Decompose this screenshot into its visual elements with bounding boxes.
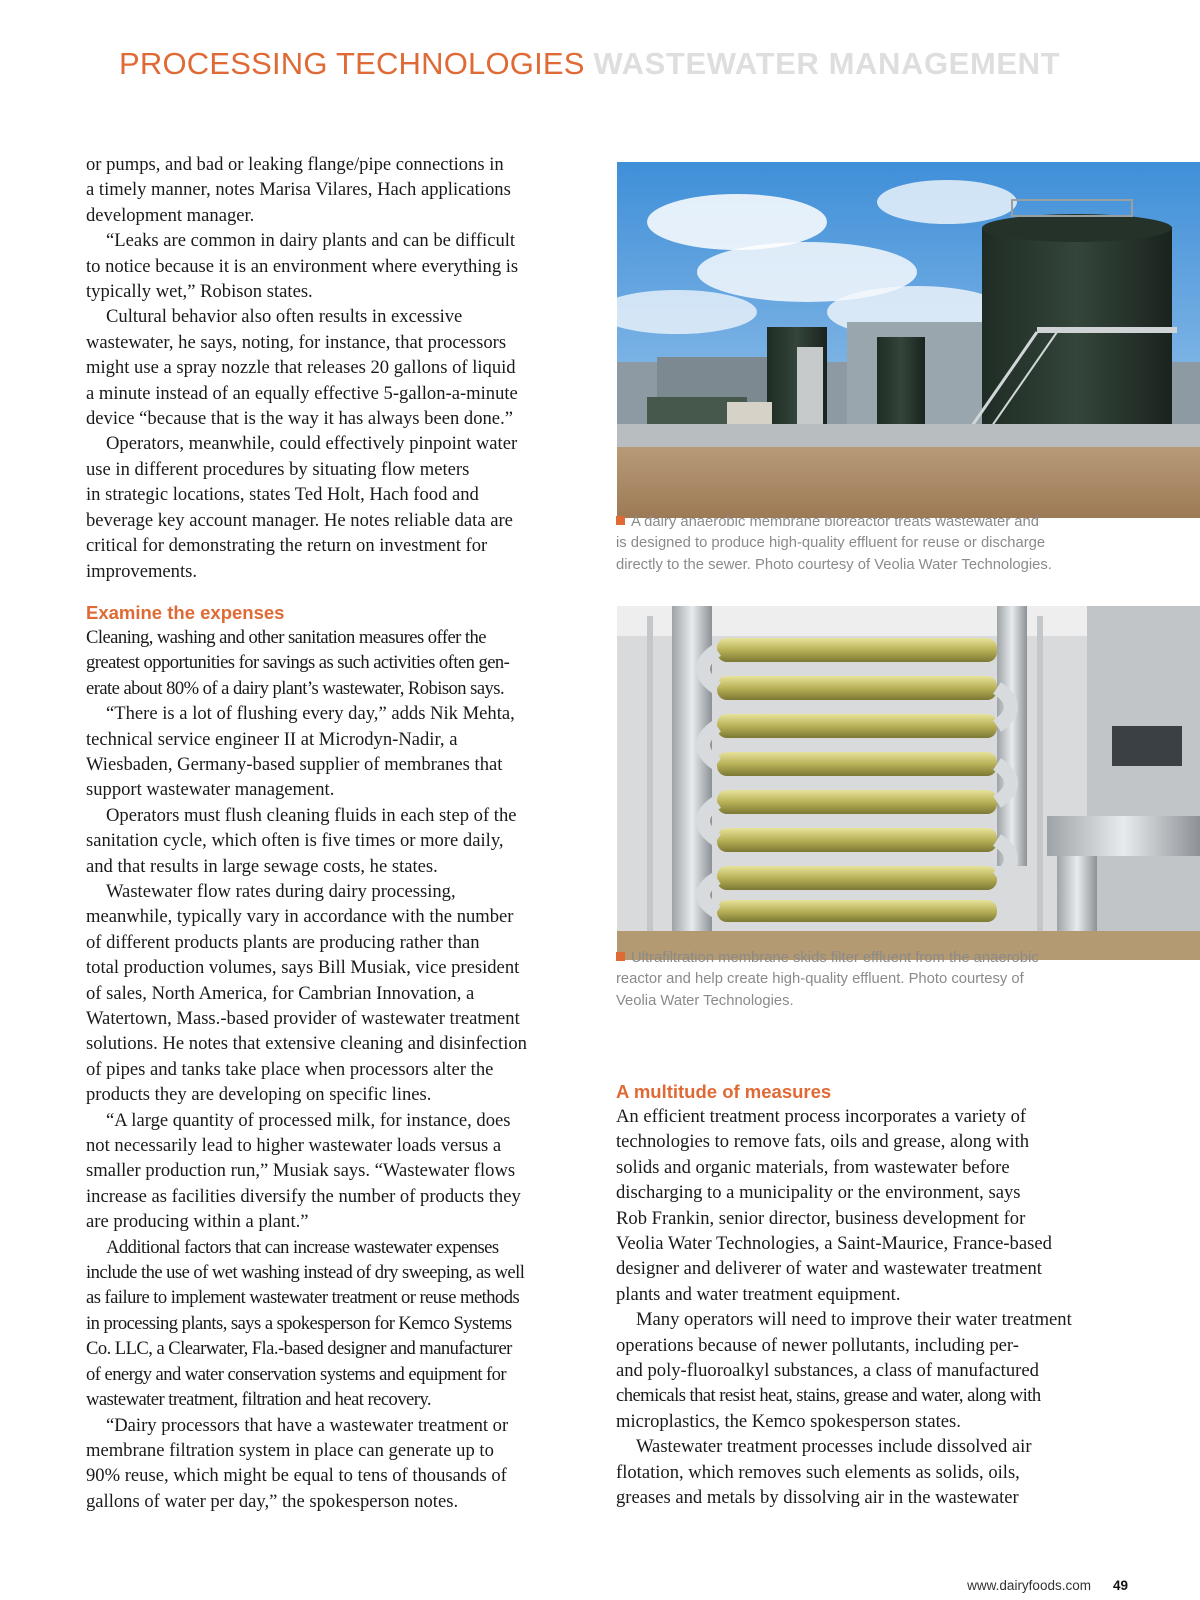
text-line: plants and water treatment equipment. [616,1283,901,1305]
text-line: are producing within a plant.” [86,1211,309,1233]
text-line: “There is a lot of flushing every day,” adds Nik Mehta, [106,703,515,725]
text-line: Wiesbaden, Germany-based supplier of membranes that [86,753,503,775]
text-line: include the use of wet washing instead of dry sweeping, as well [86,1262,525,1284]
page-footer [528,1578,1128,1593]
paragraph [616,1104,1116,1307]
paragraph [86,1108,586,1235]
text-line: Co. LLC, a Clearwater, Fla.-based designer and manufacturer [86,1338,512,1360]
text-line: Many operators will need to improve their water treatment [636,1309,1072,1331]
ultrafiltration-photo [617,606,1200,960]
text-line: gallons of water per day,” the spokesperson notes. [86,1490,459,1512]
text-line: might use a spray nozzle that releases 20 gallons of liquid [86,357,516,379]
text-line: “Dairy processors that have a wastewater treatment or [106,1414,509,1436]
text-line: erate about 80% of a dairy plant’s wastewater, Robison says. [86,677,505,699]
text-line: “A large quantity of processed milk, for instance, does [106,1109,511,1131]
paragraph [86,879,586,1108]
text-line: total production volumes, says Bill Musiak, vice president [86,957,520,979]
text-line: products they are developing on specific lines. [86,1084,432,1106]
text-line: Operators, meanwhile, could effectively pinpoint water [106,433,518,455]
text-line: increase as facilities diversify the number of products they [86,1185,521,1207]
text-line: development manager. [86,204,255,226]
paragraph [86,228,586,304]
paragraph [86,304,586,431]
text-line: Cultural behavior also often results in excessive [106,306,463,328]
text-line: improvements. [86,560,198,582]
website-url: www.dairyfoods.com [967,1578,1091,1593]
text-line: a minute instead of an equally effective 5-gallon-a-minute [86,382,518,404]
paragraph [86,1235,586,1413]
paragraph [86,803,586,879]
text-line: and poly-fluoroalkyl substances, a class of manufactured [616,1360,1039,1382]
page-number: 49 [1112,1578,1128,1593]
caption-line: is designed to produce high-quality effluent for reuse or discharge [616,535,1046,552]
text-line: of different products plants are producing rather than [86,931,480,953]
text-line: Wastewater flow rates during dairy processing, [106,880,456,902]
text-line: Watertown, Mass.-based provider of wastewater treatment [86,1008,520,1029]
text-line: beverage key account manager. He notes reliable data are [86,509,513,531]
caption-line: reactor and help create high-quality effluent. Photo courtesy of [616,971,1024,988]
text-line: Rob Frankin, senior director, business development for [616,1207,1026,1229]
text-line: meanwhile, typically vary in accordance with the number [86,906,514,928]
section-title: PROCESSING TECHNOLOGIES [119,46,585,81]
text-line: technical service engineer II at Microdyn-Nadir, a [86,728,458,750]
subsection-title: WASTEWATER MANAGEMENT [593,46,1061,81]
text-line: in strategic locations, states Ted Holt, Hach food and [86,484,479,506]
text-line: critical for demonstrating the return on investment for [86,535,488,557]
text-line: Additional factors that can increase wastewater expenses [106,1236,499,1258]
caption-line: A dairy anaerobic membrane bioreactor treats wastewater and [631,514,1039,530]
text-line: solutions. He notes that extensive cleaning and disinfection [86,1033,527,1055]
caption-line: directly to the sewer. Photo courtesy of Veolia Water Technologies. [616,556,1052,573]
text-line: of pipes and tanks take place when processors alter the [86,1058,494,1080]
text-line: discharging to a municipality or the environment, says [616,1182,1021,1204]
text-line: or pumps, and bad or leaking flange/pipe connections in [86,154,504,175]
paragraph [86,1413,586,1515]
section-heading-measures: A multitude of measures [616,1081,832,1102]
text-line: support wastewater management. [86,779,335,801]
text-line: Veolia Water Technologies, a Saint-Maurice, France-based [616,1233,1052,1255]
text-line: in processing plants, says a spokesperson for Kemco Systems [86,1312,512,1334]
right-column [616,1079,1116,1511]
text-line: a timely manner, notes Marisa Vilares, Hach applications [86,179,511,201]
text-line: as failure to implement wastewater treatment or reuse methods [86,1287,520,1309]
paragraph [86,152,586,228]
paragraph [616,1307,1116,1434]
text-line: of energy and water conservation systems and equipment for [86,1363,507,1385]
text-line: smaller production run,” Musiak says. “Wastewater flows [86,1160,516,1182]
text-line: membrane filtration system in place can generate up to [86,1439,494,1461]
text-line: flotation, which removes such elements as solids, oils, [616,1461,1020,1483]
section-heading-expenses: Examine the expenses [86,601,285,623]
page-header [119,40,1200,88]
caption-bullet [616,952,625,961]
text-line: to notice because it is an environment where everything is [86,255,519,277]
caption-line: Veolia Water Technologies. [616,992,794,1009]
text-line: greases and metals by dissolving air in the wastewater [616,1487,1019,1509]
text-line: typically wet,” Robison states. [86,281,313,303]
text-line: Operators must flush cleaning fluids in each step of the [106,804,517,826]
text-line: operations because of newer pollutants, including per- [616,1334,1019,1356]
text-line: chemicals that resist heat, stains, grease and water, along with [616,1385,1041,1407]
text-line: 90% reuse, which might be equal to tens of thousands of [86,1465,507,1487]
text-line: and that results in large sewage costs, he states. [86,855,438,877]
text-line: Wastewater treatment processes include dissolved air [636,1436,1032,1458]
left-column [86,152,586,1514]
photo-caption [616,948,1116,1012]
paragraph [86,625,586,701]
text-line: wastewater, he says, noting, for instance, that processors [86,331,507,353]
paragraph [616,1434,1116,1510]
paragraph [86,431,586,583]
text-line: use in different procedures by situating flow meters [86,458,470,480]
bioreactor-photo [617,162,1200,518]
text-line: sanitation cycle, which often is five times or more daily, [86,830,504,852]
text-line: solids and organic materials, from wastewater before [616,1156,1010,1178]
paragraph [86,701,586,803]
text-line: greatest opportunities for savings as such activities often gen- [86,652,510,674]
caption-bullet [616,516,625,525]
text-line: wastewater treatment, filtration and heat recovery. [86,1389,432,1411]
text-line: not necessarily lead to higher wastewater loads versus a [86,1135,502,1157]
text-line: designer and deliverer of water and wastewater treatment [616,1258,1042,1280]
caption-line: Ultrafiltration membrane skids filter effluent from the anaerobic [631,950,1039,966]
text-line: microplastics, the Kemco spokesperson states. [616,1410,961,1432]
text-line: “Leaks are common in dairy plants and can be difficult [106,230,516,252]
text-line: Cleaning, washing and other sanitation measures offer the [86,626,486,648]
text-line: of sales, North America, for Cambrian Innovation, a [86,982,475,1004]
text-line: device “because that is the way it has always been done.” [86,408,513,430]
photo-caption [616,512,1116,576]
text-line: An efficient treatment process incorporates a variety of [616,1106,1027,1127]
text-line: technologies to remove fats, oils and grease, along with [616,1131,1030,1153]
